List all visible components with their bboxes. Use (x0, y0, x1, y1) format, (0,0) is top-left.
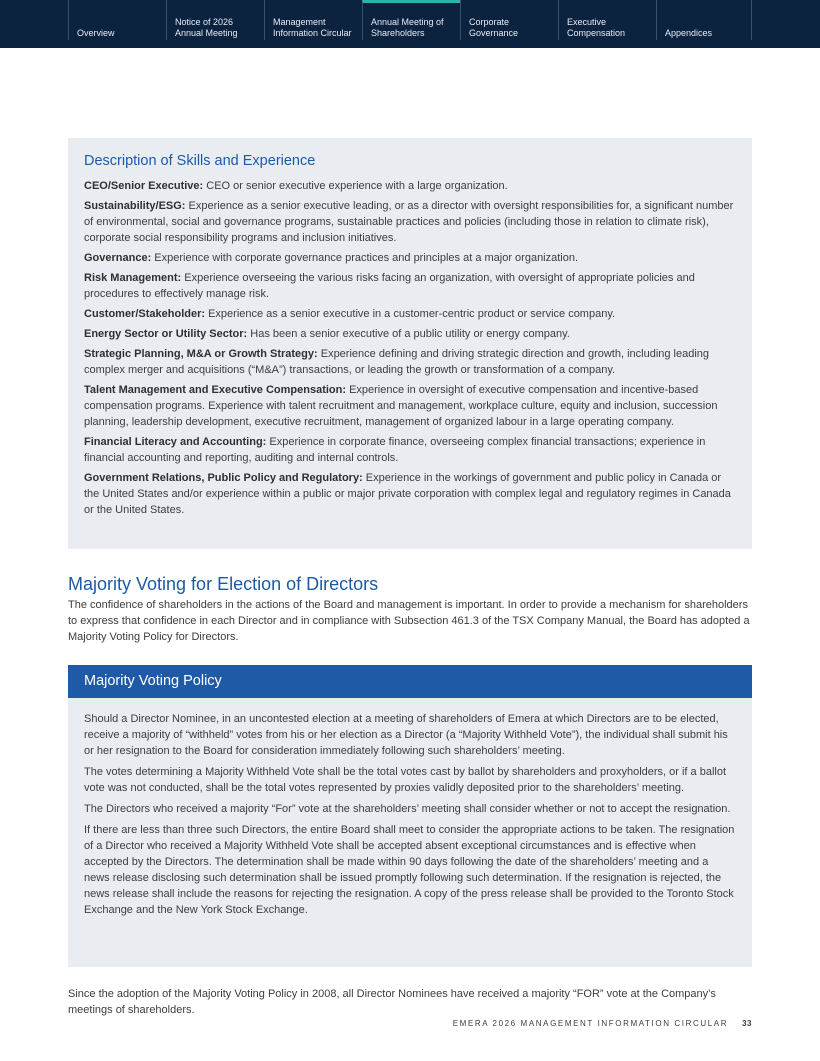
skill-description: Experience as a senior executive leading, or as a director with oversight responsibilities for, a significant number of environmental, social and governance programs, sustainable practices and policies (including those in relation to climate risk), corporate social responsibility programs and inclusion initiatives. (84, 200, 734, 244)
skill-description: Experience in corporate finance, overseeing complex financial transactions; experience in financial accounting and reporting, auditing and internal controls. (84, 436, 706, 464)
skill-item (84, 250, 736, 266)
tab-management-information-circular[interactable] (264, 0, 362, 40)
skill-term: Energy Sector or Utility Sector: (84, 328, 248, 340)
skill-term: Strategic Planning, M&A or Growth Strategy: (84, 348, 318, 360)
tab-annual-meeting-of-shareholders[interactable] (362, 0, 460, 40)
skill-term: Governance: (84, 252, 152, 264)
tab-label: Management Information Circular (273, 17, 352, 38)
skill-term: Financial Literacy and Accounting: (84, 436, 267, 448)
skill-item (84, 346, 736, 378)
skill-item (84, 326, 736, 342)
skill-description: CEO or senior executive experience with a large organization. (203, 180, 508, 192)
section-intro: The confidence of shareholders in the actions of the Board and management is important. In order to provide a mechanism for shareholders to express that confidence in each Director and in compliance with Subsection 461.3 of the TSX Company Manual, the Board has adopted a Majority Voting Policy for Directors. (68, 599, 750, 643)
tab-overview[interactable] (68, 0, 166, 40)
skill-description: Has been a senior executive of a public utility or energy company. (247, 328, 570, 340)
tab-label: Executive Compensation (567, 17, 626, 38)
tab-appendices[interactable] (656, 0, 752, 40)
majority-voting-policy-box (68, 665, 752, 967)
tab-label: Overview (77, 28, 115, 38)
tab-label: Corporate Governance (469, 17, 519, 38)
closing-paragraph: Since the adoption of the Majority Voting Policy in 2008, all Director Nominees have received a majority “FOR” vote at the Company’s meetings of shareholders. (68, 988, 716, 1016)
skill-term: CEO/Senior Executive: (84, 180, 204, 192)
skills-box-title: Description of Skills and Experience (84, 153, 316, 169)
policy-paragraph: If there are less than three such Directors, the entire Board shall meet to consider the appropriate actions to be taken. The resignation of a Director who received a Majority Withheld Vote shall be accepted absent exceptional circumstances and is effective when accepted by the Directors. The determination shall be made within 90 days following the date of the shareholders’ meeting and a news release disclosing such determination shall be issued promptly following such determination. If the resignation is rejected, the news release shall include the reasons for rejecting the resignation. A copy of the press release shall be provided to the Toronto Stock Exchange and the New York Stock Exchange. (84, 824, 735, 916)
tab-label: Appendices (665, 28, 713, 38)
page-footer (453, 1019, 752, 1028)
tab-label: Notice of 2026 Annual Meeting (175, 17, 238, 38)
skills-description-box (68, 138, 752, 549)
skill-term: Customer/Stakeholder: (84, 308, 206, 320)
tab-executive-compensation[interactable] (558, 0, 656, 40)
skill-item (84, 382, 736, 430)
top-navigation (0, 0, 820, 48)
skill-item (84, 306, 736, 322)
skill-description: Experience with corporate governance practices and principles at a major organization. (151, 252, 579, 264)
policy-box-body (68, 698, 752, 918)
tab-notice-annual-meeting[interactable] (166, 0, 264, 40)
policy-box-title: Majority Voting Policy (68, 665, 752, 698)
tab-label: Annual Meeting of Shareholders (371, 17, 444, 38)
skill-description: Experience as a senior executive in a customer-centric product or service company. (205, 308, 616, 320)
skill-item (84, 198, 736, 246)
page-number: 33 (742, 1019, 752, 1028)
skill-item (84, 178, 736, 194)
skill-term: Risk Management: (84, 272, 182, 284)
skill-item (84, 434, 736, 466)
policy-paragraph: Should a Director Nominee, in an uncontested election at a meeting of shareholders of Emera at which Directors are to be elected, receive a majority of “withheld” votes from his or her election as a Director (a “Majority Withheld Vote”), the individual shall submit his or her resignation to the Board for consideration immediately following such shareholders’ meeting. (84, 713, 728, 757)
policy-paragraph: The Directors who received a majority “For” vote at the shareholders’ meeting shall consider whether or not to accept the resignation. (84, 803, 731, 815)
skill-term: Government Relations, Public Policy and Regulatory: (84, 472, 363, 484)
skill-description: Experience in the workings of government and public policy in Canada or the United States and/or experience within a public or major private corporation with complex legal and regulatory regimes in Canada or the United States. (84, 472, 731, 516)
skill-term: Sustainability/ESG: (84, 200, 186, 212)
tab-corporate-governance[interactable] (460, 0, 558, 40)
skill-description: Experience overseeing the various risks facing an organization, with oversight of appropriate policies and procedures to effectively manage risk. (84, 272, 695, 300)
skill-item (84, 470, 736, 518)
section-heading: Majority Voting for Election of Directors (68, 574, 379, 594)
skill-description: Experience in oversight of executive compensation and incentive-based compensation programs. Experience with talent recruitment and management, workplace culture, equity and inclusion, succession planning, leadership development, executive recruitment, management of organized labour in a large operating company. (84, 384, 718, 428)
skill-description: Experience defining and driving strategic direction and growth, including leading complex merger and acquisitions (“M&A”) transactions, or leading the growth or transformation of a company. (84, 348, 710, 376)
skill-item (84, 270, 736, 302)
skill-term: Talent Management and Executive Compensation: (84, 384, 347, 396)
policy-paragraph: The votes determining a Majority Withheld Vote shall be the total votes cast by ballot by shareholders and proxyholders, or if a ballot vote was not conducted, shall be the total votes represented by proxies validly deposited prior to the shareholders’ meeting. (84, 766, 727, 794)
footer-document-title: EMERA 2026 MANAGEMENT INFORMATION CIRCULAR (452, 1019, 729, 1028)
